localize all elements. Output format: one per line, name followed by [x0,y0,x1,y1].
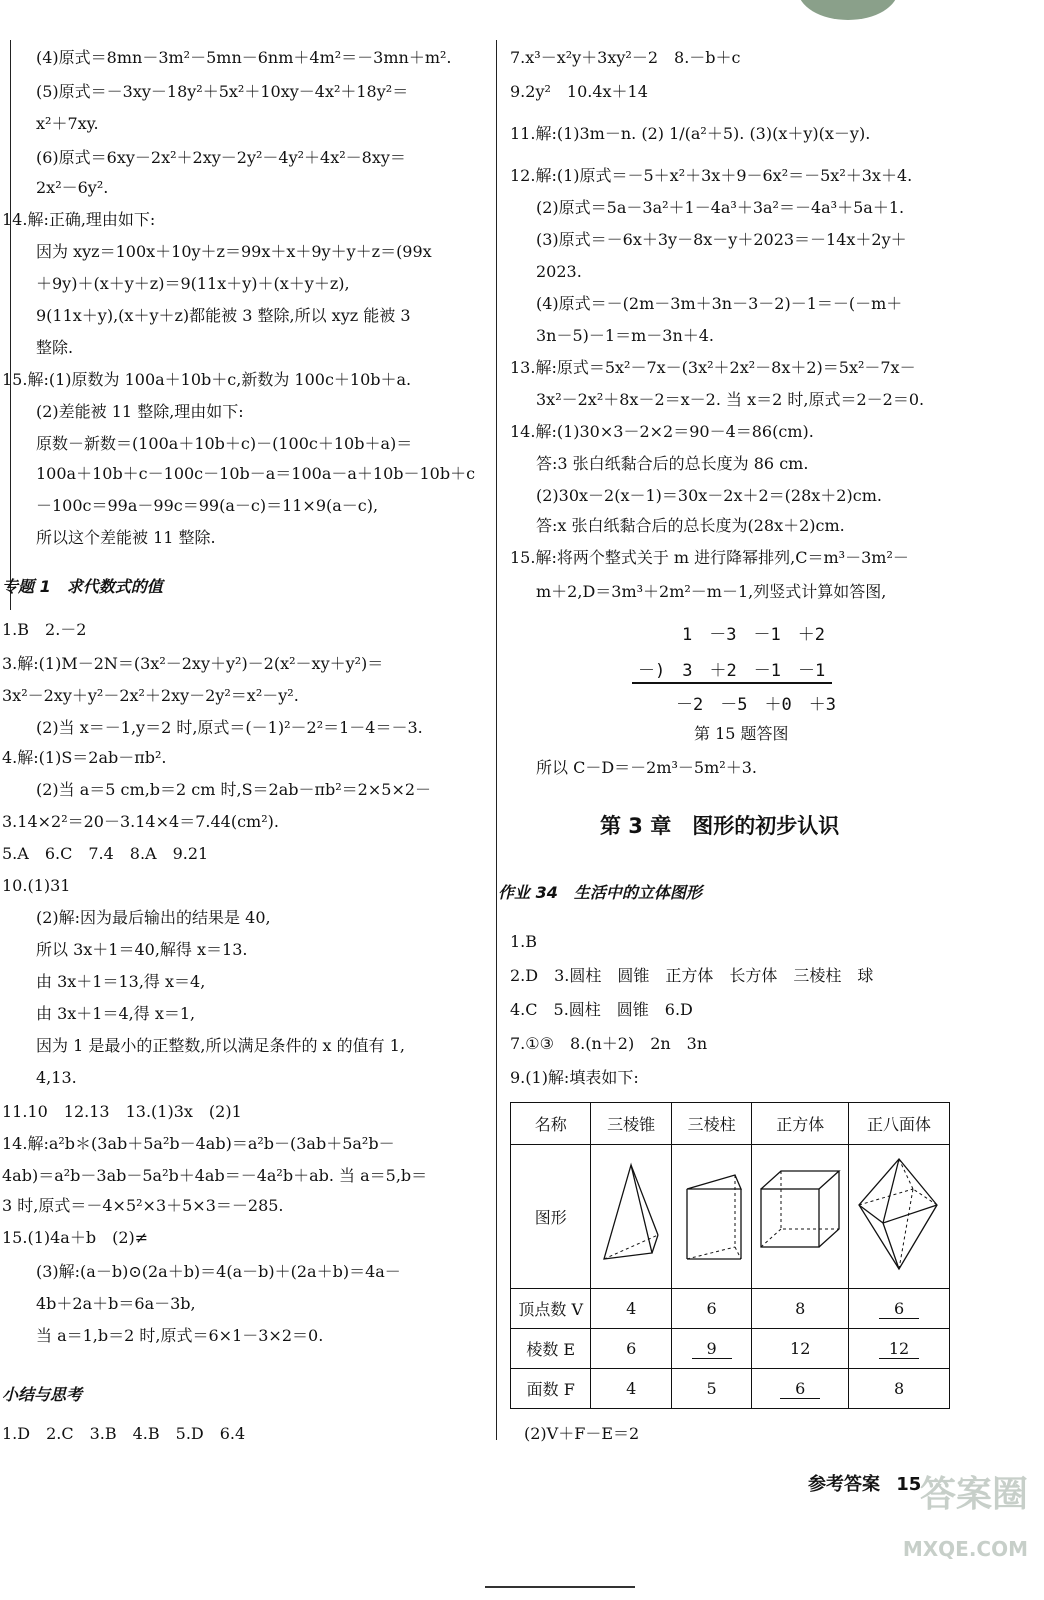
vertical-calc-row-3: －2 －5 ＋0 ＋3 [676,695,836,715]
text-line: 答:3 张白纸黏合后的总长度为 86 cm. [536,454,809,473]
text-line: 3 时,原式＝－4×5²×3＋5×3＝－285. [2,1196,284,1215]
text-line: 2023. [536,262,582,281]
text-line: 4b＋2a＋b＝6a－3b, [36,1294,196,1313]
text-line: 3x²－2xy＋y²－2x²＋2xy－2y²＝x²－y². [2,686,299,705]
text-line: 4ab)＝a²b－3ab－5a²b＋4ab＝－4a²b＋ab. 当 a＝5,b＝ [2,1166,428,1185]
text-line: 2x²－6y². [36,178,109,197]
answer-blank: 9 [692,1339,732,1359]
text-line: 整除. [36,338,74,357]
section-heading: 作业 34 生活中的立体图形 [498,883,702,902]
text-line: (3)解:(a－b)⊙(2a＋b)＝4(a－b)＋(2a＋b)＝4a－ [36,1262,401,1281]
table-row-label: 棱数 E [511,1329,591,1369]
table-cell: 8 [849,1369,950,1409]
text-line: 7.①③ 8.(n＋2) 2n 3n [510,1034,708,1053]
text-line: 由 3x＋1＝13,得 x＝4, [36,972,206,991]
bottom-rule [485,1586,635,1588]
text-line: 13.解:原式＝5x²－7x－(3x²＋2x²－8x＋2)＝5x²－7x－ [510,358,916,377]
text-line: 4.解:(1)S＝2ab－πb². [2,748,167,767]
table-cell: 6 [671,1289,751,1329]
footer-label: 参考答案 [808,1474,880,1495]
text-line: 9(11x＋y),(x＋y＋z)都能被 3 整除,所以 xyz 能被 3 [36,306,411,325]
text-line: (2)解:因为最后输出的结果是 40, [36,908,271,927]
shape-cell [591,1145,671,1289]
table-header: 正方体 [752,1103,849,1145]
text-line: －100c＝99a－99c＝99(a－c)＝11×9(a－c), [36,496,379,515]
text-line: 7.x³－x²y＋3xy²－2 8.－b＋c [510,48,741,67]
section-heading: 小结与思考 [2,1385,83,1404]
text-line: (6)原式＝6xy－2x²＋2xy－2y²－4y²＋4x²－8xy＝ [36,148,406,167]
text-line: 10.(1)31 [2,876,71,895]
text-line: (2)差能被 11 整除,理由如下: [36,402,244,421]
text-line: 4.C 5.圆柱 圆锥 6.D [510,1000,693,1019]
text-line: (5)原式＝－3xy－18y²＋5x²＋10xy－4x²＋18y²＝ [36,82,409,101]
column-divider [496,40,497,1440]
figure-caption: 第 15 题答图 [694,724,789,743]
text-line: 1.B [510,932,538,951]
text-line: (2)原式＝5a－3a²＋1－4a³＋3a²＝－4a³＋5a＋1. [536,198,905,217]
table-header: 三棱柱 [671,1103,751,1145]
page-number: 15 [896,1474,922,1495]
chapter-title: 第 3 章 图形的初步认识 [600,814,840,838]
answer-blank: 6 [780,1379,820,1399]
table-row-label: 图形 [511,1145,591,1289]
text-line: 15.解:将两个整式关于 m 进行降幂排列,C＝m³－3m²－ [510,548,909,567]
table-row-label: 面数 F [511,1369,591,1409]
table-cell [849,1329,950,1369]
text-line: 所以这个差能被 11 整除. [36,528,216,547]
text-line: 所以 C－D＝－2m³－5m²＋3. [536,758,757,777]
table-cell: 5 [671,1369,751,1409]
text-line: 答:x 张白纸黏合后的总长度为(28x＋2)cm. [536,516,845,535]
solids-table [510,1102,950,1409]
text-line: 2.D 3.圆柱 圆锥 正方体 长方体 三棱柱 球 [510,966,874,985]
text-line: 当 a＝1,b＝2 时,原式＝6×1－3×2＝0. [36,1326,324,1345]
text-line: 9.(1)解:填表如下: [510,1068,639,1087]
text-line: 14.解:正确,理由如下: [2,210,156,229]
left-margin-line [10,40,11,610]
text-line: 3x²－2x²＋8x－2＝x－2. 当 x＝2 时,原式＝2－2＝0. [536,390,925,409]
vertical-calc-rule [632,682,832,684]
text-line: (4)原式＝8mn－3m²－5mn－6nm＋4m²＝－3mn＋m². [36,48,452,67]
text-line: 11.解:(1)3m－n. (2) 1/(a²＋5). (3)(x＋y)(x－y). [510,124,871,143]
table-header: 名称 [511,1103,591,1145]
text-line: x²＋7xy. [36,114,99,133]
section-heading: 专题 1 求代数式的值 [2,577,163,596]
text-line: 原数－新数＝(100a＋10b＋c)－(100c＋10b＋a)＝ [36,434,413,453]
text-line: 3.14×2²＝20－3.14×4＝7.44(cm²). [2,812,279,831]
text-line: (2)30x－2(x－1)＝30x－2x＋2＝(28x＋2)cm. [536,486,882,505]
text-line: 12.解:(1)原式＝－5＋x²＋3x＋9－6x²＝－5x²＋3x＋4. [510,166,913,185]
cube-figure [755,1155,845,1275]
text-line: 15.解:(1)原数为 100a＋10b＋c,新数为 100c＋10b＋a. [2,370,412,389]
text-line: (3)原式＝－6x＋3y－8x－y＋2023＝－14x＋2y＋ [536,230,907,249]
text-line: 1.B 2.－2 [2,620,87,639]
text-line: 因为 xyz＝100x＋10y＋z＝99x＋x＋9y＋y＋z＝(99x [36,242,432,261]
text-line: (2)当 x＝－1,y＝2 时,原式＝(－1)²－2²＝1－4＝－3. [36,718,423,737]
text-line: 14.解:a²b＊(3ab＋5a²b－4ab)＝a²b－(3ab＋5a²b－ [2,1134,395,1153]
table-header: 正八面体 [849,1103,950,1145]
table-row-label: 顶点数 V [511,1289,591,1329]
text-line: 9.2y² 10.4x＋14 [510,82,648,101]
table-cell: 4 [591,1289,671,1329]
watermark-url: MXQE.COM [902,1537,1028,1561]
text-line: 所以 3x＋1＝40,解得 x＝13. [36,940,248,959]
text-line: 15.(1)4a＋b (2)≠ [2,1228,149,1247]
text-line: 14.解:(1)30×3－2×2＝90－4＝86(cm). [510,422,814,441]
table-cell [849,1289,950,1329]
text-line: 3.解:(1)M－2N＝(3x²－2xy＋y²)－2(x²－xy＋y²)＝ [2,654,384,673]
text-line: (4)原式＝－(2m－3m＋3n－3－2)－1＝－(－m＋ [536,294,903,313]
text-line: 11.10 12.13 13.(1)3x (2)1 [2,1102,242,1121]
text-line: 由 3x＋1＝4,得 x＝1, [36,1004,196,1023]
table-header: 三棱锥 [591,1103,671,1145]
table-cell: 4 [591,1369,671,1409]
text-line: (2)当 a＝5 cm,b＝2 cm 时,S＝2ab－πb²＝2×5×2－ [36,780,432,799]
table-cell [671,1329,751,1369]
text-line: 4,13. [36,1068,77,1087]
text-line: 100a＋10b＋c－100c－10b－a＝100a－a＋10b－10b＋c [36,464,476,483]
watermark [898,1466,1028,1586]
vertical-calc-row-1: 1 －3 －1 ＋2 [682,625,825,645]
text-line: 1.D 2.C 3.B 4.B 5.D 6.4 [2,1424,246,1443]
shape-cell [671,1145,751,1289]
text-line: 3n－5)－1＝m－3n＋4. [536,326,715,345]
triangular-pyramid-figure [596,1155,666,1275]
text-line: m＋2,D＝3m³＋2m²－m－1,列竖式计算如答图, [536,582,887,601]
watermark-logo: 答案圈 [919,1474,1028,1515]
octahedron-figure [853,1153,945,1277]
text-line: 因为 1 是最小的正整数,所以满足条件的 x 的值有 1, [36,1036,405,1055]
triangular-prism-figure [677,1155,747,1275]
table-cell: 6 [591,1329,671,1369]
shape-cell [752,1145,849,1289]
text-line: 5.A 6.C 7.4 8.A 9.21 [2,844,209,863]
answer-blank: 12 [879,1339,919,1359]
table-cell [752,1369,849,1409]
table-cell: 12 [752,1329,849,1369]
corner-decoration [798,0,898,20]
answer-blank: 6 [879,1299,919,1319]
text-line: (2)V＋F－E＝2 [524,1424,640,1443]
shape-cell [849,1145,950,1289]
vertical-calc-row-2: －) 3 ＋2 －1 －1 [638,661,826,681]
text-line: ＋9y)＋(x＋y＋z)＝9(11x＋y)＋(x＋y＋z), [36,274,350,293]
table-cell: 8 [752,1289,849,1329]
